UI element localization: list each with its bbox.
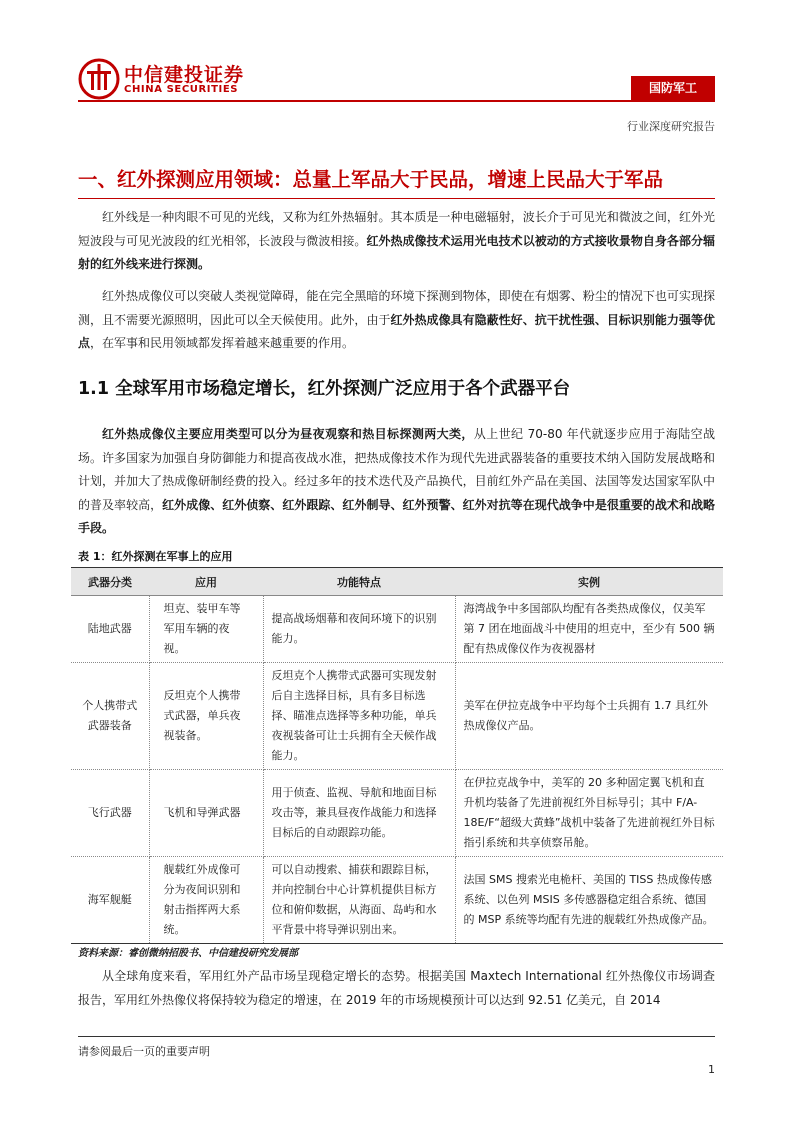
table-row	[71, 663, 723, 770]
paragraph-thermal-imager	[78, 285, 715, 356]
paragraph-text: ，在军事和民用领域都发挥着越来越重要的作用。	[90, 336, 355, 350]
citic-logo-icon	[78, 58, 120, 100]
paragraph-emphasis: 红外热成像仪主要应用类型可以分为昼夜观察和热目标探测两大类，	[102, 427, 474, 441]
paragraph-military-applications	[78, 423, 715, 541]
logo-english-name: CHINA SECURITIES	[124, 84, 239, 95]
cell-application: 飞机和导弹武器	[149, 770, 263, 857]
cell-example: 法国 SMS 搜索光电桅杆、美国的 TISS 热成像传感系统、以色列 MSIS 多传感器稳定组合系统、德国的 MSP 系统等均配有先进的舰载红外热成像产品。	[455, 857, 723, 944]
cell-category: 飞行武器	[71, 770, 149, 857]
cell-category: 陆地武器	[71, 596, 149, 663]
company-logo	[78, 58, 258, 100]
cell-category: 海军舰艇	[71, 857, 149, 944]
footer-divider	[78, 1036, 715, 1037]
paragraph-text: 从全球角度来看，军用红外产品市场呈现稳定增长的态势。根据美国 Maxtech International 红外热像仪市场调查报告，军用红外热像仪将保持较为稳定的增速，在 2019 年的市场规模预计可以达到 92.51 亿美元，自 2014	[78, 969, 715, 1007]
military-application-table	[71, 567, 723, 944]
table-header-row	[71, 568, 723, 596]
cell-features: 反坦克个人携带式武器可实现发射后自主选择目标，具有多目标选择、瞄准点选择等多种功能，单兵夜视装备可让士兵拥有全天候作战能力。	[263, 663, 455, 770]
section-title: 一、红外探测应用领域：总量上军品大于民品，增速上民品大于军品	[78, 168, 664, 191]
table-row	[71, 857, 723, 944]
section-divider	[78, 198, 715, 199]
paragraph-emphasis: 红外热成像具有隐蔽性好、抗干扰性强、目标识别能力强等优点	[78, 312, 715, 350]
cell-features: 提高战场烟幕和夜间环境下的识别能力。	[263, 596, 455, 663]
table-caption: 表 1：红外探测在军事上的应用	[78, 550, 233, 563]
paragraph-text: 红外线是一种肉眼不可见的光线，又称为红外热辐射。其本质是一种电磁辐射，波长介于可见光和微波之间，红外光短波段与可见光波段的红光相邻，长波段与微波相接。	[78, 210, 715, 248]
paragraph-text: 从上世纪 70-80 年代就逐步应用于海陆空战场。许多国家为加强自身防御能力和提高夜战水准，把热成像技术作为现代先进武器装备的重要技术纳入国防发展战略和计划，并加大了热成像研制经费的投入。经过多年的技术迭代及产品换代，目前红外产品在美国、法国等发达国家军队中的普及率较高，	[78, 427, 715, 512]
column-header: 应用	[149, 568, 263, 596]
column-header: 功能特点	[263, 568, 455, 596]
table-source: 资料来源：睿创微纳招股书、中信建投研究发展部	[78, 948, 298, 959]
cell-application: 反坦克个人携带式武器，单兵夜视装备。	[149, 663, 263, 770]
page-number: 1	[708, 1063, 715, 1076]
cell-application: 坦克、装甲车等军用车辆的夜视。	[149, 596, 263, 663]
cell-application: 舰载红外成像可分为夜间识别和射击指挥两大系统。	[149, 857, 263, 944]
paragraph-market-growth	[78, 965, 715, 1012]
header-divider	[78, 100, 715, 102]
paragraph-emphasis: 红外成像、红外侦察、红外跟踪、红外制导、红外预警、红外对抗等在现代战争中是很重要的战术和战略手段。	[78, 497, 715, 535]
column-header: 实例	[455, 568, 723, 596]
cell-category: 个人携带式武器装备	[71, 663, 149, 770]
cell-example: 美军在伊拉克战争中平均每个士兵拥有 1.7 具红外热成像仪产品。	[455, 663, 723, 770]
cell-features: 可以自动搜索、捕获和跟踪目标，并向控制台中心计算机提供目标方位和俯仰数据，从海面、岛屿和水平背景中将导弹识别出来。	[263, 857, 455, 944]
paragraph-infrared-definition	[78, 206, 715, 277]
paragraph-emphasis: 红外热成像技术运用光电技术以被动的方式接收景物自身各部分辐射的红外线来进行探测。	[78, 233, 715, 271]
column-header: 武器分类	[71, 568, 149, 596]
cell-features: 用于侦查、监视、导航和地面目标攻击等，兼具昼夜作战能力和选择目标后的自动跟踪功能。	[263, 770, 455, 857]
cell-example: 在伊拉克战争中，美军的 20 多种固定翼飞机和直升机均装备了先进前视红外目标导引；其中 F/A-18E/F“超级大黄蜂”战机中装备了先进前视红外目标指引系统和共享侦察吊舱。	[455, 770, 723, 857]
subsection-title: 1.1 全球军用市场稳定增长，红外探测广泛应用于各个武器平台	[78, 379, 571, 399]
paragraph-text: 红外热成像仪可以突破人类视觉障碍，能在完全黑暗的环境下探测到物体，即使在有烟雾、粉尘的情况下也可实现探测，且不需要光源照明，因此可以全天候使用。此外，由于	[78, 289, 715, 327]
cell-example: 海湾战争中多国部队均配有各类热成像仪，仅美军第 7 团在地面战斗中使用的坦克中，至少有 500 辆配有热成像仪作为夜视器材	[455, 596, 723, 663]
report-type: 行业深度研究报告	[627, 120, 715, 133]
sector-tag: 国防军工	[631, 76, 715, 100]
table-row	[71, 770, 723, 857]
logo-chinese-name: 中信建投证券	[124, 64, 245, 86]
table-row	[71, 596, 723, 663]
disclaimer-note: 请参阅最后一页的重要声明	[78, 1045, 210, 1058]
